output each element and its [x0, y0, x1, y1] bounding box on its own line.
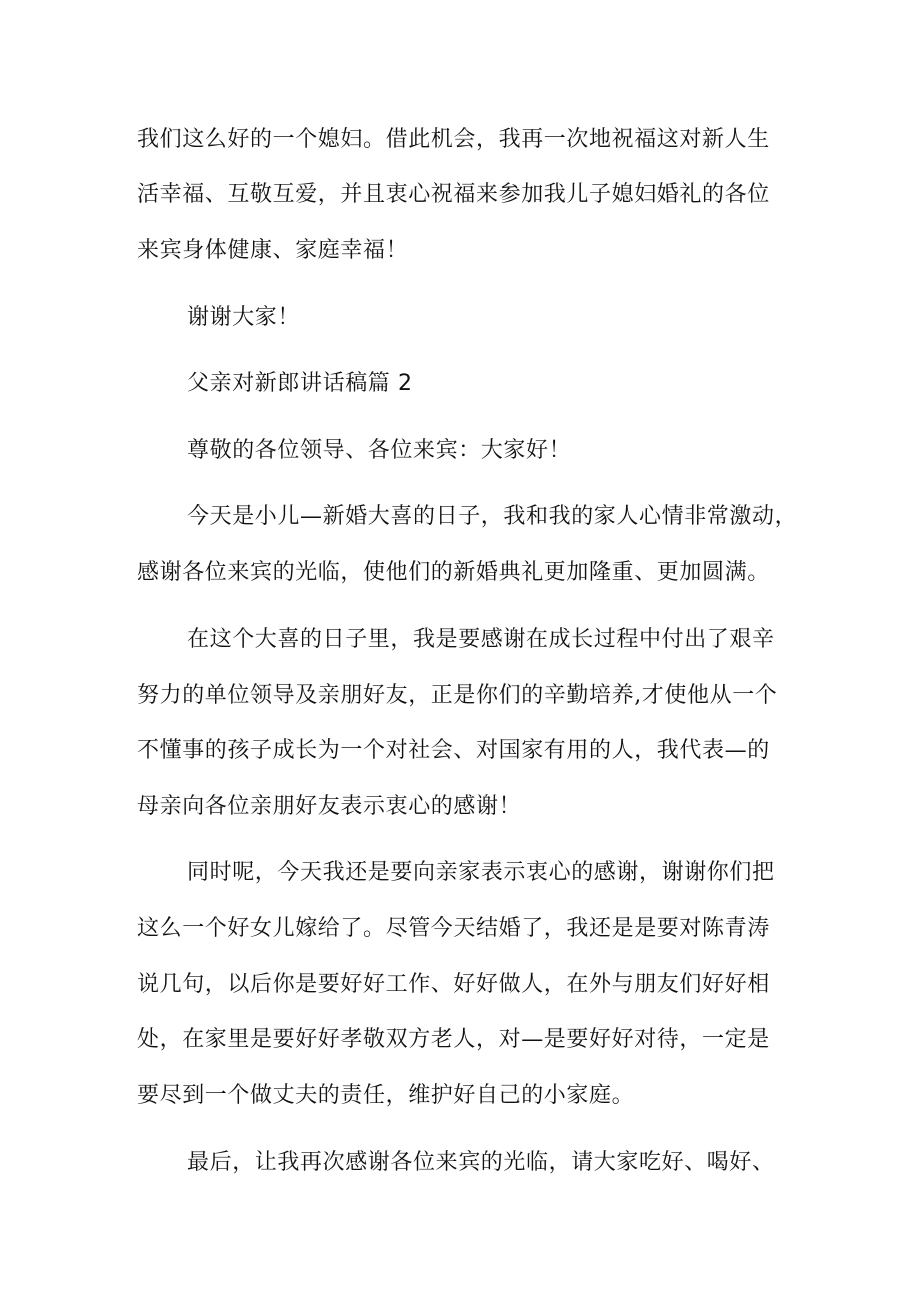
- paragraph-line: 说几句，以后你是要好好工作、好好做人，在外与朋友们好好相: [137, 972, 770, 997]
- paragraph-line: 感谢各位来宾的光临，使他们的新婚典礼更加隆重、更加圆满。: [137, 560, 770, 585]
- paragraph-line: 这么一个好女儿嫁给了。尽管今天结婚了，我还是是要对陈青涛: [137, 916, 770, 941]
- paragraph-line: 同时呢，今天我还是要向亲家表示衷心的感谢，谢谢你们把: [187, 860, 775, 885]
- paragraph-line: 尊敬的各位领导、各位来宾：大家好！: [187, 438, 572, 463]
- paragraph-line: 我们这么好的一个媳妇。借此机会，我再一次地祝福这对新人生: [137, 127, 770, 152]
- paragraph-line: 活幸福、互敬互爱，并且衷心祝福来参加我儿子媳妇婚礼的各位: [137, 182, 770, 207]
- paragraph-line: 要尽到一个做丈夫的责任，维护好自己的小家庭。: [137, 1083, 635, 1108]
- paragraph-line: 母亲向各位亲朋好友表示衷心的感谢！: [137, 794, 522, 819]
- paragraph-line: 处，在家里是要好好孝敬双方老人，对—是要好好对待，一定是: [137, 1027, 770, 1052]
- paragraph-line: 今天是小儿—新婚大喜的日子，我和我的家人心情非常激动，: [187, 504, 798, 529]
- paragraph-line: 来宾身体健康、家庭幸福！: [137, 238, 409, 263]
- paragraph-line: 谢谢大家！: [187, 305, 301, 330]
- paragraph-line: 最后，让我再次感谢各位来宾的光临，请大家吃好、喝好、: [187, 1150, 775, 1175]
- paragraph-line: 在这个大喜的日子里，我是要感谢在成长过程中付出了艰辛: [187, 627, 775, 652]
- paragraph-line: 不懂事的孩子成长为一个对社会、对国家有用的人，我代表—的: [137, 738, 770, 763]
- section-heading: 父亲对新郎讲话稿篇 2: [187, 371, 413, 396]
- paragraph-line: 努力的单位领导及亲朋好友，正是你们的辛勤培养,才使他从一个: [137, 683, 778, 708]
